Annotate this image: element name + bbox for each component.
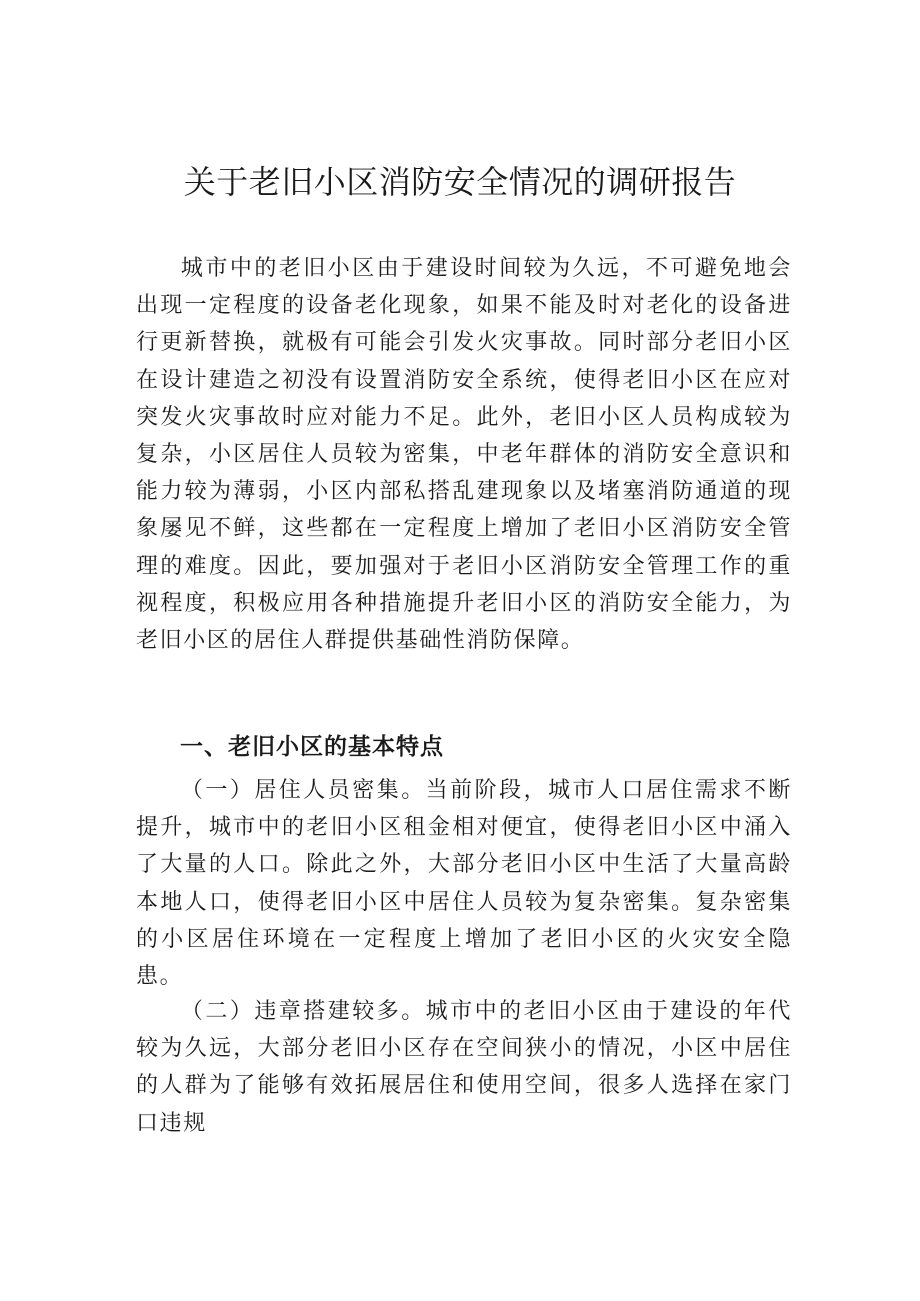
subsection-paragraph-1: [136, 772, 792, 995]
subsection-paragraph-1-text: （一）居住人员密集。当前阶段，城市人口居住需求不断提升，城市中的老旧小区租金相对便宜，使得老旧小区中涌入了大量的人口。除此之外，大部分老旧小区中生活了大量高龄本地人口，使得老旧小区中居住人员较为复杂密集。复杂密集的小区居住环境在一定程度上增加了老旧小区的火灾安全隐患。: [136, 778, 792, 990]
document-title: 关于老旧小区消防安全情况的调研报告: [183, 163, 737, 201]
intro-paragraph-text: 城市中的老旧小区由于建设时间较为久远，不可避免地会出现一定程度的设备老化现象，如果不能及时对老化的设备进行更新替换，就极有可能会引发火灾事故。同时部分老旧小区在设计建造之初没有设置消防安全系统，使得老旧小区在应对突发火灾事故时应对能力不足。此外，老旧小区人员构成较为复杂，小区居住人员较为密集，中老年群体的消防安全意识和能力较为薄弱，小区内部私搭乱建现象以及堵塞消防通道的现象屡见不鲜，这些都在一定程度上增加了老旧小区消防安全管理的难度。因此，要加强对于老旧小区消防安全管理工作的重视程度，积极应用各种措施提升老旧小区的消防安全能力，为老旧小区的居住人群提供基础性消防保障。: [136, 256, 792, 654]
intro-paragraph: [136, 250, 792, 659]
section-heading: 一、老旧小区的基本特点: [180, 734, 444, 760]
subsection-paragraph-2-text: （二）违章搭建较多。城市中的老旧小区由于建设的年代较为久远，大部分老旧小区存在空间狭小的情况，小区中居住的人群为了能够有效拓展居住和使用空间，很多人选择在家门口违规: [136, 999, 792, 1136]
subsection-paragraph-2: [136, 993, 792, 1142]
